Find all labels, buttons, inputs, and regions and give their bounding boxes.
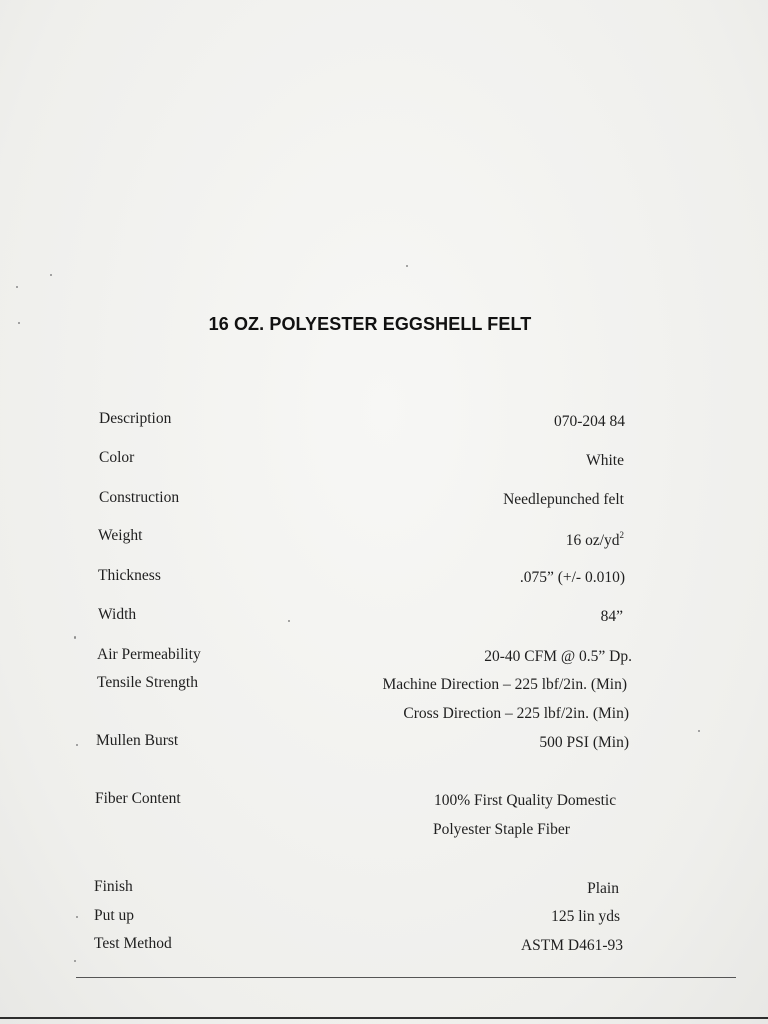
scan-speck (74, 636, 76, 639)
scan-speck (50, 274, 52, 276)
scan-speck (76, 744, 78, 746)
weight-value-superscript: 2 (619, 530, 624, 540)
spec-label-width: Width (98, 606, 137, 623)
spec-value-test-method: ASTM D461-93 (520, 937, 623, 954)
spec-label-color: Color (99, 449, 135, 466)
scan-speck (406, 265, 408, 267)
spec-value-tensile-cross: Cross Direction – 225 lbf/2in. (Min) (403, 705, 629, 722)
spec-value-fiber-content-line2: Polyester Staple Fiber (433, 821, 570, 838)
spec-value-mullen-burst: 500 PSI (Min) (539, 734, 629, 751)
footer-rule-lower (0, 1017, 768, 1019)
weight-value-text: 16 oz/yd (565, 532, 620, 549)
scan-speck (18, 322, 20, 324)
spec-label-air-permeability: Air Permeability (97, 646, 201, 663)
spec-label-description: Description (99, 410, 172, 427)
scan-speck (74, 960, 76, 962)
scan-speck (698, 730, 700, 732)
spec-label-fiber-content: Fiber Content (95, 790, 181, 807)
spec-value-width: 84” (600, 608, 623, 625)
spec-value-fiber-content-line1: 100% First Quality Domestic (434, 792, 617, 809)
document-title: 16 OZ. POLYESTER EGGSHELL FELT (208, 314, 532, 334)
spec-value-put-up: 125 lin yds (551, 908, 620, 925)
spec-value-thickness: .075” (+/- 0.010) (519, 569, 625, 586)
spec-label-mullen-burst: Mullen Burst (96, 732, 179, 749)
scan-speck (16, 286, 18, 288)
spec-value-color: White (586, 452, 624, 469)
spec-label-test-method: Test Method (94, 935, 172, 952)
spec-label-thickness: Thickness (98, 567, 161, 584)
spec-label-construction: Construction (99, 489, 180, 506)
spec-value-construction: Needlepunched felt (503, 491, 624, 508)
spec-value-description: 070-204 84 (553, 413, 625, 430)
spec-value-weight (566, 530, 624, 550)
spec-value-air-permeability: 20-40 CFM @ 0.5” Dp. (484, 648, 632, 665)
scan-speck (288, 620, 290, 622)
scan-speck (76, 916, 78, 918)
spec-value-finish: Plain (587, 880, 619, 897)
spec-label-finish: Finish (94, 878, 133, 895)
spec-value-tensile-machine: Machine Direction – 225 lbf/2in. (Min) (382, 676, 627, 693)
spec-label-put-up: Put up (94, 907, 135, 924)
spec-label-tensile-strength: Tensile Strength (97, 674, 198, 691)
spec-label-weight: Weight (98, 527, 143, 544)
footer-rule-upper (76, 977, 736, 978)
